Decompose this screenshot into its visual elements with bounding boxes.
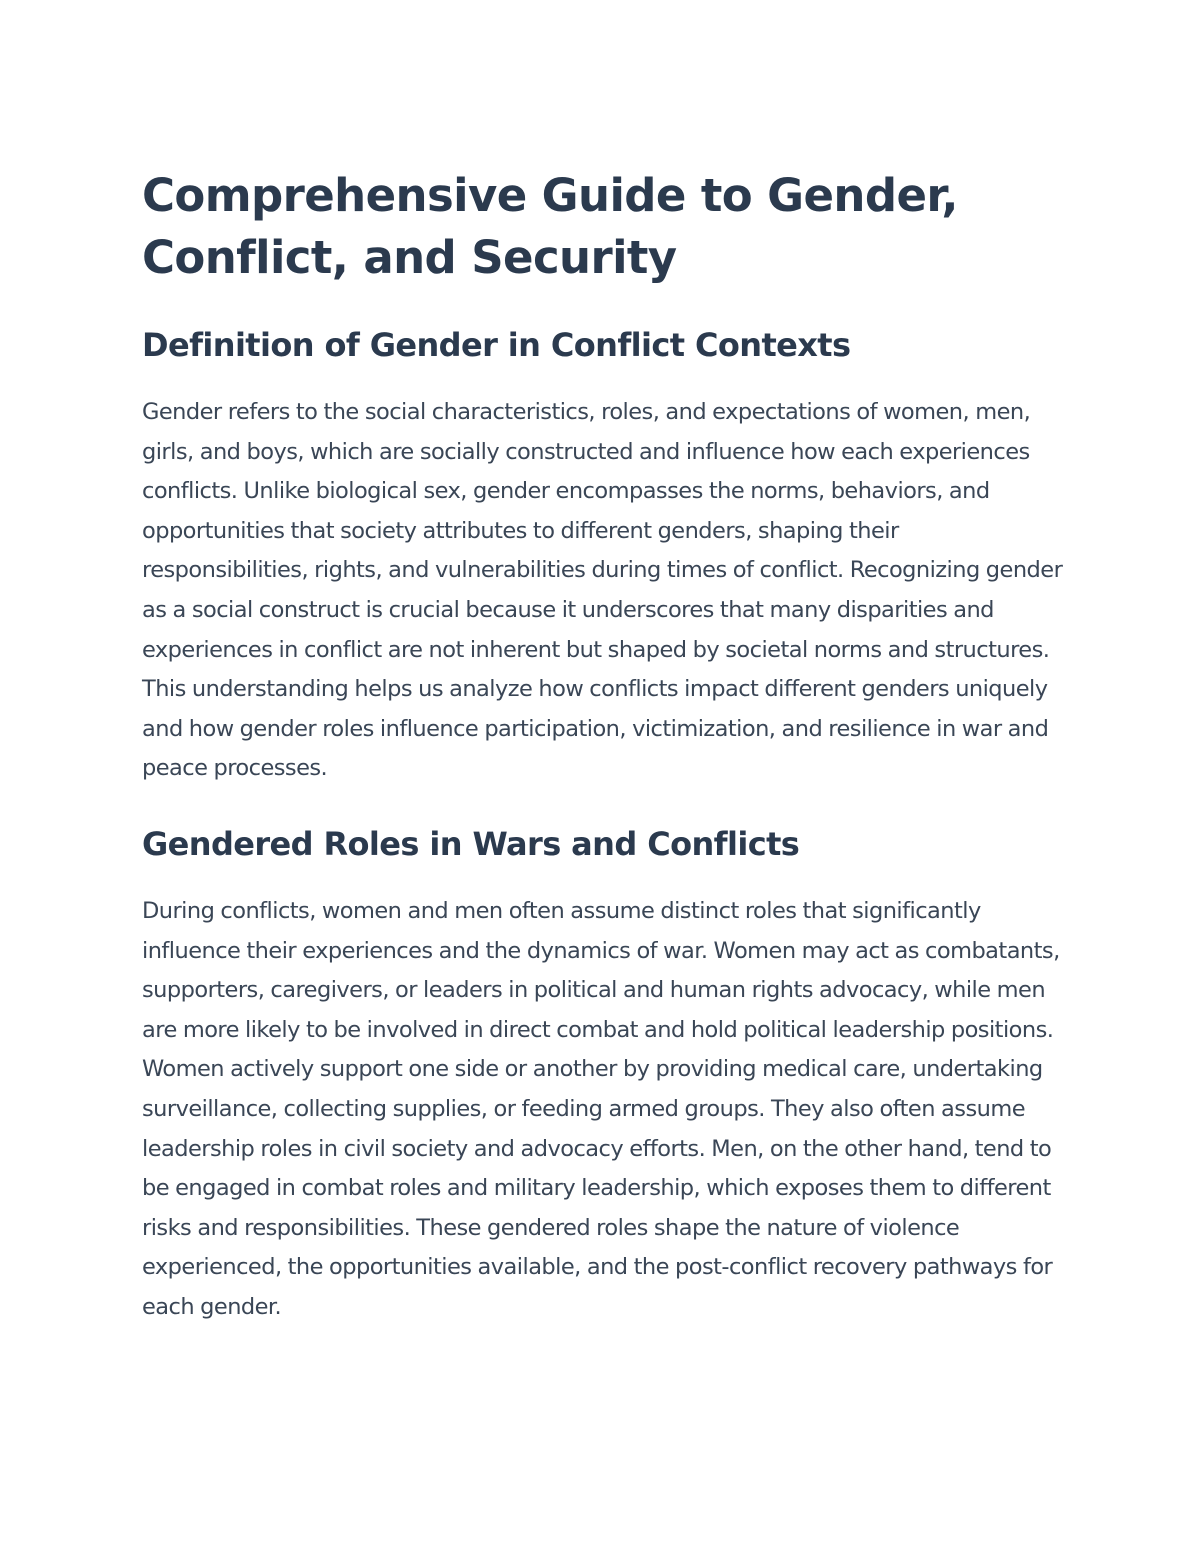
document-page xyxy=(142,165,1067,1327)
section-body-definition: Gender refers to the social characteristics, roles, and expectations of women, men, girls, and boys, which are socially constructed and influence how each experiences conflicts. Unlike biological sex, gender encompasses the norms, behaviors, and opportunities that society attributes to different genders, shaping their responsibilities, rights, and vulnerabilities during times of conflict. Recognizing gender as a social construct is crucial because it underscores that many disparities and experiences in conflict are not inherent but shaped by societal norms and structures. This understanding helps us analyze how conflicts impact different genders uniquely and how gender roles influence participation, victimization, and resilience in war and peace processes. xyxy=(142,399,1063,782)
page-title: Comprehensive Guide to Gender, Conflict, and Security xyxy=(142,169,958,284)
section-heading-definition: Definition of Gender in Conflict Contexts xyxy=(142,326,851,364)
section-heading-gendered-roles: Gendered Roles in Wars and Conflicts xyxy=(142,824,800,863)
section-body-gendered-roles: During conflicts, women and men often assume distinct roles that significantly influence their experiences and the dynamics of war. Women may act as combatants, supporters, caregivers, or leaders in political and human rights advocacy, while men are more likely to be involved in direct combat and hold political leadership positions. Women actively support one side or another by providing medical care, undertaking surveillance, collecting supplies, or feeding armed groups. They also often assume leadership roles in civil society and advocacy efforts. Men, on the other hand, tend to be engaged in combat roles and military leadership, which exposes them to different risks and responsibilities. These gendered roles shape the nature of violence experienced, the opportunities available, and the post-conflict recovery pathways for each gender. xyxy=(142,897,1060,1320)
